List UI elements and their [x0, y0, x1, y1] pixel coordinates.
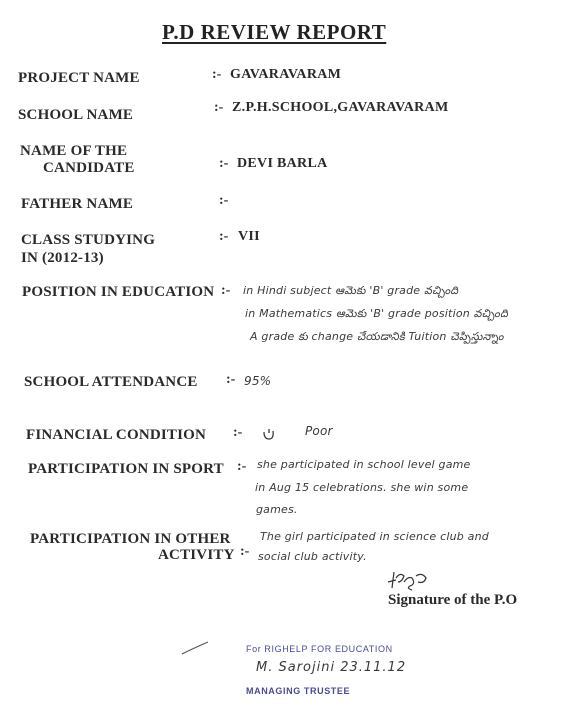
education-note-line2: in Mathematics ఆమెకు 'B' grade position వచ్చింది: [245, 307, 508, 320]
education-separator: :-: [221, 283, 231, 298]
stamp-handwritten-signature: M. Sarojini 23.11.12: [256, 660, 407, 675]
signature-po-label: Signature of the P.O: [388, 592, 518, 608]
school-name-value: Z.P.H.SCHOOL,GAVARAVARAM: [232, 100, 449, 115]
activity-note-line1: The girl participated in science club and: [260, 530, 489, 543]
class-studying-label-line2: IN (2012-13): [21, 250, 104, 266]
project-name-label: PROJECT NAME: [18, 70, 140, 86]
pen-tick-mark: [180, 640, 210, 658]
attendance-label: SCHOOL ATTENDANCE: [24, 374, 198, 390]
activity-label-line2: ACTIVITY: [158, 547, 235, 563]
activity-note-line2: social club activity.: [258, 550, 367, 563]
candidate-name-value: DEVI BARLA: [237, 156, 328, 171]
class-studying-separator: :-: [219, 229, 229, 244]
stamp-title-line: MANAGING TRUSTEE: [246, 686, 351, 696]
education-note-line3: A grade కు change చేయడానికి Tuition చెప్పిస్తున్నాం: [250, 330, 504, 343]
sport-note-line1: she participated in school level game: [257, 458, 471, 471]
sport-note-line3: games.: [256, 503, 298, 516]
education-position-label: POSITION IN EDUCATION: [22, 284, 215, 300]
class-studying-value: VII: [238, 229, 260, 244]
activity-label-line1: PARTICIPATION IN OTHER: [30, 531, 231, 547]
candidate-label-line1: NAME OF THE: [20, 143, 128, 159]
activity-separator: :-: [240, 544, 250, 559]
attendance-value: 95%: [244, 374, 272, 388]
school-name-separator: :-: [214, 100, 224, 115]
sport-separator: :-: [237, 459, 247, 474]
attendance-separator: :-: [226, 372, 236, 387]
school-name-label: SCHOOL NAME: [18, 107, 134, 123]
stamp-organisation-line: For RIGHELP FOR EDUCATION: [246, 644, 393, 654]
financial-condition-value: Poor: [305, 424, 333, 438]
sport-note-line2: in Aug 15 celebrations. she win some: [255, 481, 469, 494]
checkmark-icon: [262, 427, 276, 441]
financial-condition-label: FINANCIAL CONDITION: [26, 427, 207, 443]
sport-participation-label: PARTICIPATION IN SPORT: [28, 461, 224, 477]
project-name-separator: :-: [212, 67, 222, 82]
project-name-value: GAVARAVARAM: [230, 67, 342, 82]
po-signature: [386, 568, 436, 594]
candidate-separator: :-: [219, 156, 229, 171]
class-studying-label-line1: CLASS STUDYING: [21, 232, 156, 248]
candidate-label-line2: CANDIDATE: [43, 160, 135, 176]
financial-condition-separator: :-: [233, 425, 243, 440]
father-name-label: FATHER NAME: [21, 196, 134, 212]
report-title: P.D REVIEW REPORT: [162, 20, 387, 44]
father-name-separator: :-: [219, 193, 229, 208]
education-note-line1: in Hindi subject ఆమెకు 'B' grade వచ్చింది: [243, 284, 459, 297]
